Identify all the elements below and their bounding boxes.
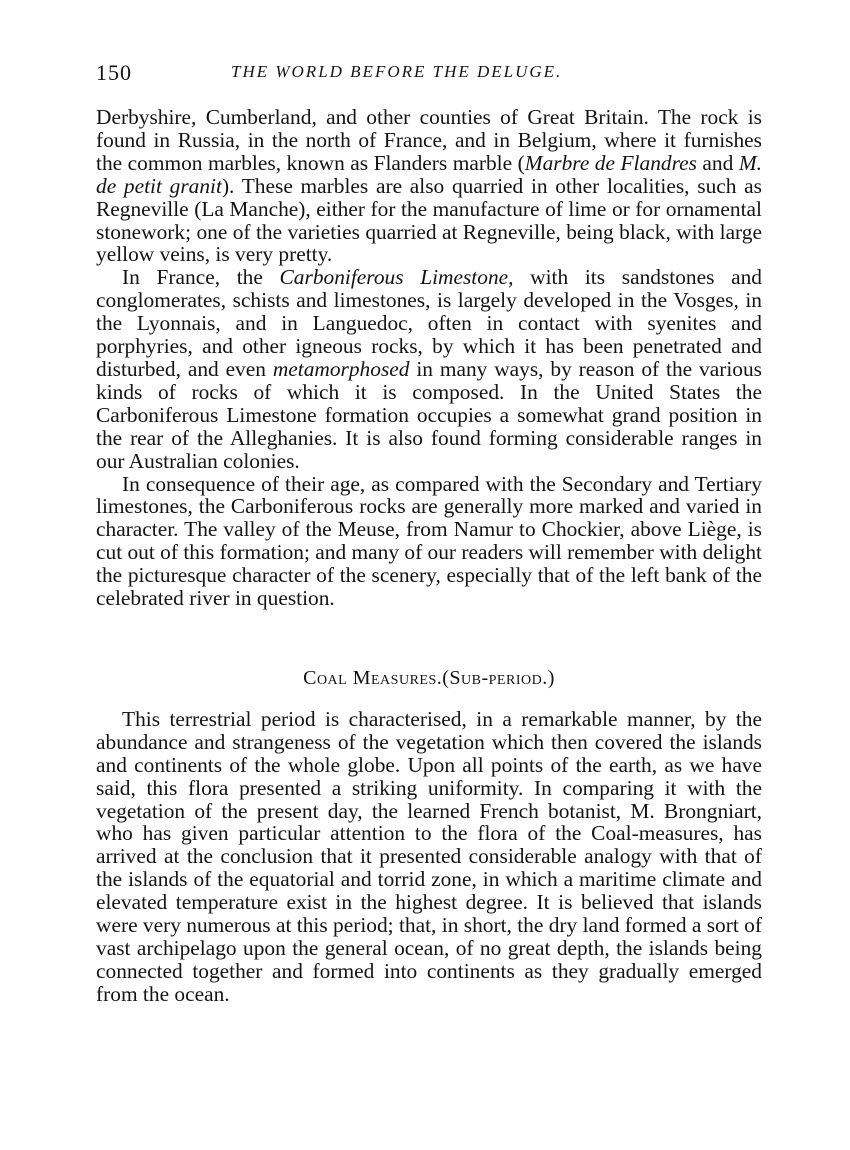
paragraph-marbles: [96, 106, 762, 266]
italic-term: Marbre de Flandres: [524, 150, 697, 175]
text-segment: , with its sandstones and conglomerates, schists and limestones, is largely developed in the Vosges, in the Lyonnais, and in Languedoc, often in contact with syenites and porphyries, and other igneous rocks, by which it has been penetrated and disturbed, and even: [96, 265, 762, 381]
book-page: [96, 60, 762, 1006]
text-segment: and: [696, 150, 739, 175]
italic-term: Carboniferous Limestone: [279, 265, 509, 290]
section-heading-sub: (Sub-period.): [442, 666, 555, 689]
paragraph-carboniferous-france: [96, 266, 762, 472]
paragraph-coal-measures: This terrestrial period is characterised, in a remarkable manner, by the abundance and strangeness of the vegetation which then covered the islands and continents of the whole globe. Upon all points of the earth, as we have said, this flora presented a striking uniformity. In comparing it with the vegetation of the present day, the learned French botanist, M. Brongniart, who has given particular attention to the flora of the Coal-measures, has arrived at the conclusion that it presented considerable analogy with that of the islands of the equatorial and torrid zone, in which a maritime climate and elevated temperature exist in the highest degree. It is believed that islands were very numerous at this period; that, in short, the dry land formed a sort of vast archipelago upon the general ocean, of no great depth, the islands being connected together and formed into continents as they gradually emerged from the ocean.: [96, 706, 762, 1006]
page-number: 150: [96, 60, 132, 85]
paragraph-meuse-valley: In consequence of their age, as compared with the Secondary and Tertiary limestones, the Carboniferous rocks are generally more marked and varied in character. The valley of the Meuse, from Namur to Chockier, above Liège, is cut out of this formation; and many of our readers will remember with delight the picturesque character of the scenery, especially that of the left bank of the celebrated river in question.: [96, 471, 762, 611]
text-segment: Derbyshire, Cumberland, and other counties of Great Britain. The rock is found in Russia, in the north of France, and in Belgium, where it furnishes the common marbles, known as Flanders marble (: [96, 105, 762, 175]
italic-term: metamorphosed: [272, 356, 410, 381]
running-head: [96, 60, 762, 90]
text-segment: In France, the: [122, 265, 280, 290]
text-segment: in many ways, by reason of the various kinds of rocks of which it is composed. In the United States the Carboniferous Limestone formation occupies a somewhat grand position in the rear of the Alleghanies. It is also found forming considerable ranges in our Australian colonies.: [96, 356, 762, 473]
italic-term: M. de petit granit: [96, 150, 762, 198]
text-segment: ). These marbles are also quarried in other localities, such as Regneville (La Manche), either for the manufacture of lime or for ornamental stonework; one of the varieties quarried at Regneville, being black, with large yellow veins, is very pretty.: [96, 173, 762, 267]
section-heading: [96, 667, 762, 690]
section-heading-main: Coal Measures.: [303, 666, 443, 689]
running-title: THE WORLD BEFORE THE DELUGE.: [231, 62, 563, 81]
